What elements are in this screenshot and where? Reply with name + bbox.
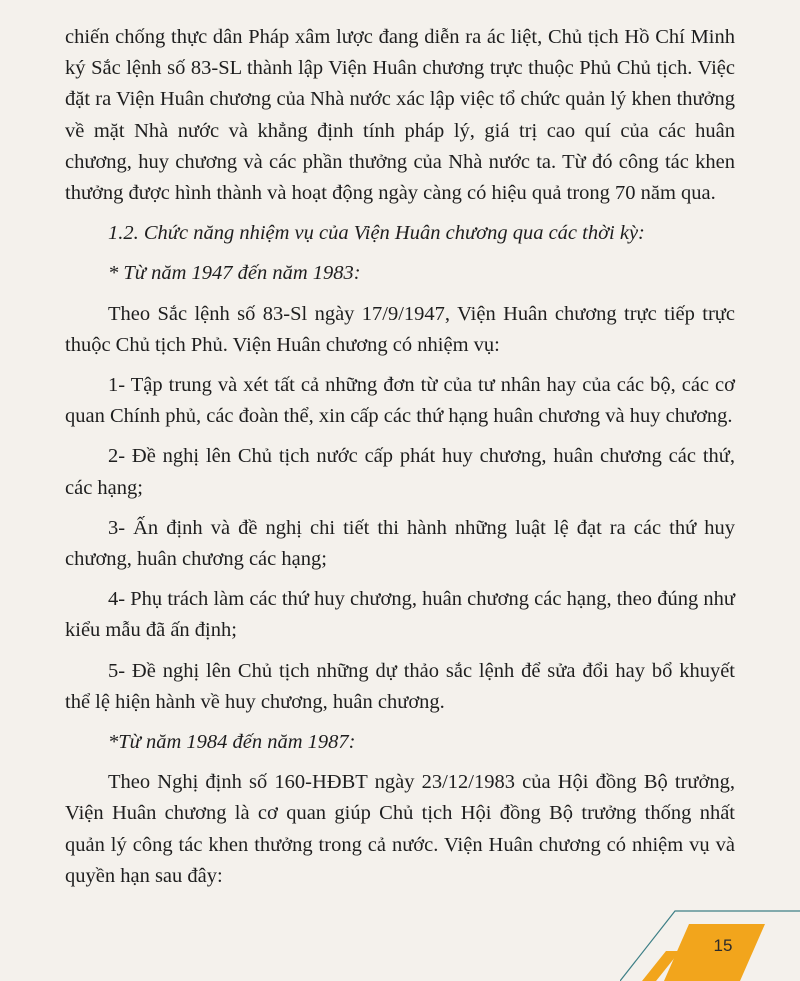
paragraph-decree-83: Theo Sắc lệnh số 83-Sl ngày 17/9/1947, Viện Huân chương trực tiếp trực thuộc Chủ tịch Phủ. Viện Huân chương có nhiệm vụ:: [65, 302, 735, 356]
page-number: 15: [713, 936, 733, 955]
paragraph-intro: chiến chống thực dân Pháp xâm lược đang diễn ra ác liệt, Chủ tịch Hồ Chí Minh ký Sắc lệnh số 83-SL thành lập Viện Huân chương trực thuộc Phủ Chủ tịch. Việc đặt ra Viện Huân chương của Nhà nước xác lập việc tổ chức quản lý khen thưởng về mặt Nhà nước và khẳng định tính pháp lý, giá trị cao quí của các huân chương, huy chương và các phần thưởng của Nhà nước ta. Từ đó công tác khen thưởng được hình thành và hoạt động ngày càng có hiệu quả trong 70 năm qua.: [65, 26, 735, 205]
duty-item-1: 1- Tập trung và xét tất cả những đơn từ của tư nhân hay của các bộ, các cơ quan Chính phủ, các đoàn thể, xin cấp các thứ hạng huân chương và huy chương.: [65, 374, 735, 428]
period-heading-1984: *Từ năm 1984 đến năm 1987:: [108, 731, 356, 754]
section-heading: 1.2. Chức năng nhiệm vụ của Viện Huân chương qua các thời kỳ:: [108, 222, 645, 245]
duty-item-4: 4- Phụ trách làm các thứ huy chương, huân chương các hạng, theo đúng như kiểu mẫu đã ấn định;: [65, 588, 735, 642]
paragraph-decree-160: Theo Nghị định số 160-HĐBT ngày 23/12/1983 của Hội đồng Bộ trưởng, Viện Huân chương là cơ quan giúp Chủ tịch Hội đồng Bộ trưởng thống nhất quản lý công tác khen thưởng trong cả nước. Viện Huân chương có nhiệm vụ và quyền hạn sau đây:: [65, 771, 735, 887]
duty-item-3: 3- Ấn định và đề nghị chi tiết thi hành những luật lệ đạt ra các thứ huy chương, huân chương các hạng;: [65, 516, 735, 571]
duty-item-5: 5- Đề nghị lên Chủ tịch những dự thảo sắc lệnh để sửa đổi hay bổ khuyết thể lệ hiện hành về huy chương, huân chương.: [65, 659, 735, 713]
period-heading-1947: * Từ năm 1947 đến năm 1983:: [108, 262, 361, 285]
duty-item-2: 2- Đề nghị lên Chủ tịch nước cấp phát huy chương, huân chương các thứ, các hạng;: [65, 445, 735, 499]
body-text: [65, 22, 735, 892]
